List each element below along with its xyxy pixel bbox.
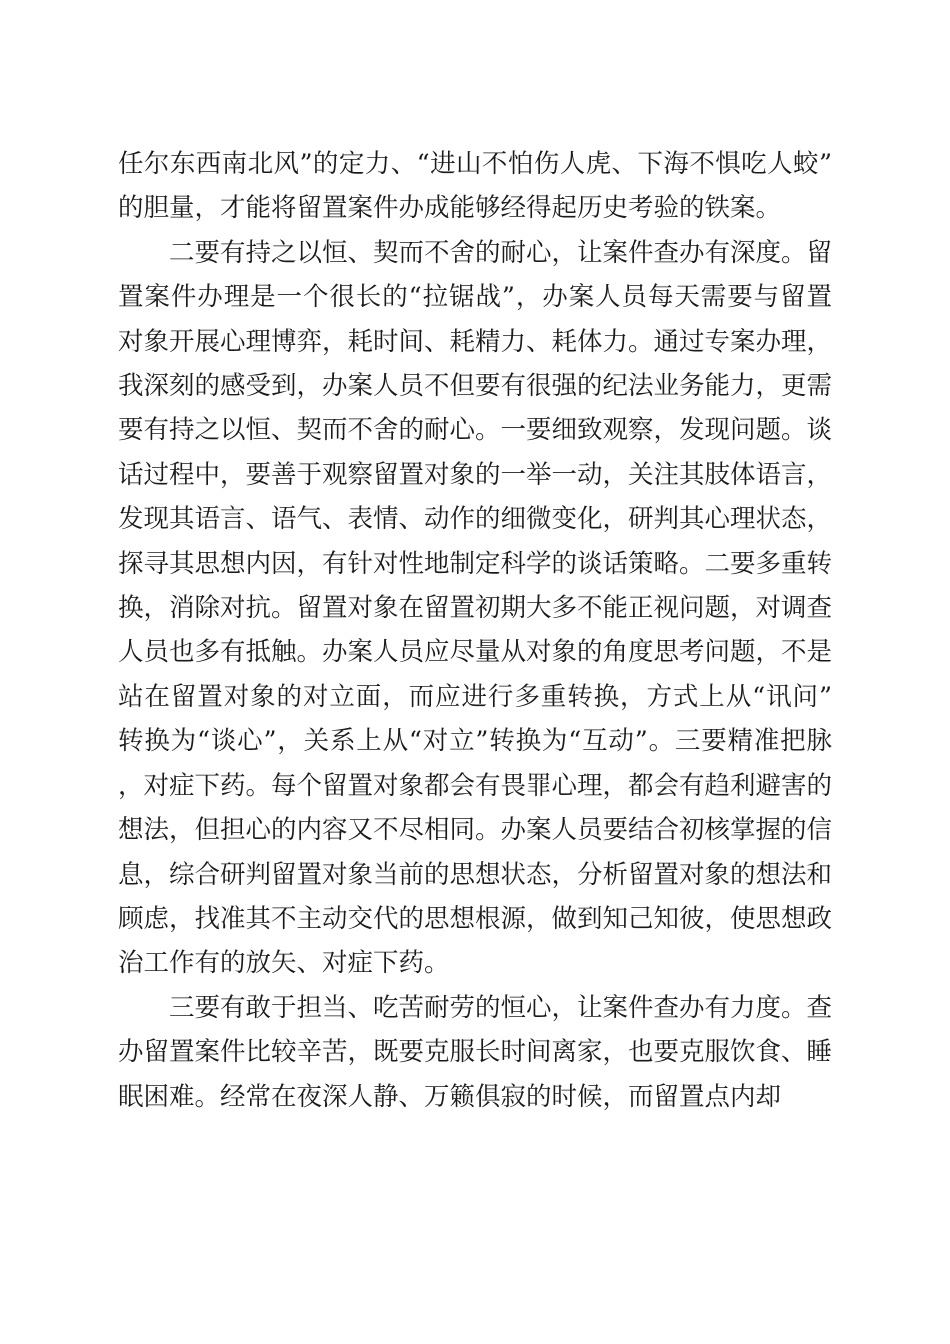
paragraph-3: 三要有敢于担当、吃苦耐劳的恒心，让案件查办有力度。查办留置案件比较辛苦，既要克服长时间离家，也要克服饮食、睡眠困难。经常在夜深人静、万籁俱寂的时候，而留置点内却: [118, 992, 833, 1112]
paragraph-1: 任尔东西南北风”的定力、“进山不怕伤人虎、下海不惧吃人蛟”的胆量，才能将留置案件办成能够经得起历史考验的铁案。: [118, 149, 832, 224]
document-body: [118, 142, 832, 1119]
paragraph-2: 二要有持之以恒、契而不舍的耐心，让案件查办有深度。留置案件办理是一个很长的“拉锯战”，办案人员每天需要与留置对象开展心理博弈，耗时间、耗精力、耗体力。通过专案办理，我深刻的感受到，办案人员不但要有很强的纪法业务能力，更需要有持之以恒、契而不舍的耐心。一要细致观察，发现问题。谈话过程中，要善于观察留置对象的一举一动，关注其肢体语言，发现其语言、语气、表情、动作的细微变化，研判其心理状态，探寻其思想内因，有针对性地制定科学的谈话策略。二要多重转换，消除对抗。留置对象在留置初期大多不能正视问题，对调查人员也多有抵触。办案人员应尽量从对象的角度思考问题，不是站在留置对象的对立面，而应进行多重转换，方式上从“讯问”转换为“谈心”，关系上从“对立”转换为“互动”。三要精准把脉，对症下药。每个留置对象都会有畏罪心理，都会有趋利避害的想法，但担心的内容又不尽相同。办案人员要结合初核掌握的信息，综合研判留置对象当前的思想状态，分析留置对象的想法和顾虑，找准其不主动交代的思想根源，做到知己知彼，使思想政治工作有的放矢、对症下药。: [118, 237, 833, 979]
